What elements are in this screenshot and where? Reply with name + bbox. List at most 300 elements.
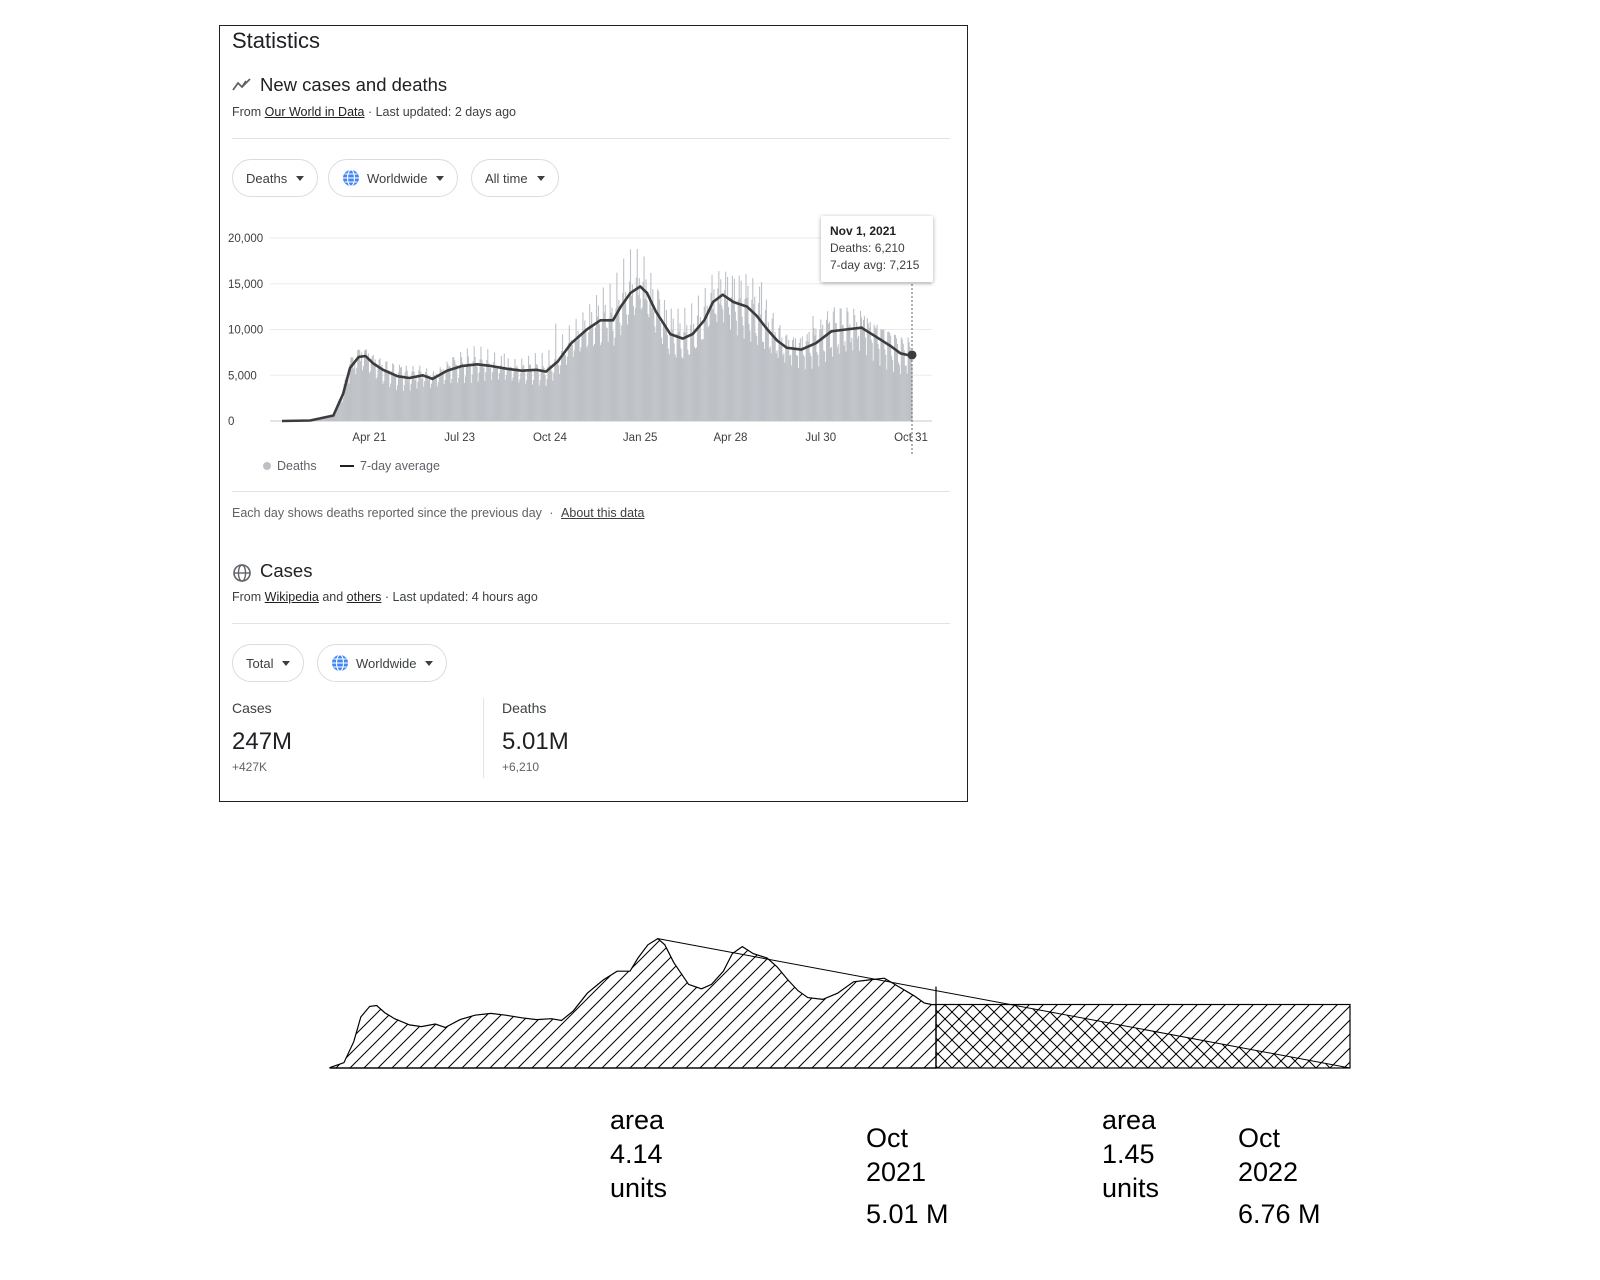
source-updated: · Last updated: 2 days ago: [367, 105, 516, 119]
deaths-bar: [357, 350, 358, 421]
deaths-bar: [685, 333, 686, 421]
deaths-bar: [606, 327, 607, 421]
deaths-bar: [392, 363, 393, 421]
deaths-bar: [574, 351, 575, 421]
oct2021-line2: 2021: [866, 1157, 927, 1187]
deaths-bar: [382, 384, 383, 421]
deaths-bar: [387, 370, 388, 421]
deaths-bar: [408, 380, 409, 421]
deaths-bar: [447, 365, 448, 421]
deaths-bar: [901, 337, 902, 421]
deaths-bar: [762, 342, 763, 421]
deaths-bar: [599, 324, 600, 421]
deaths-bar: [799, 343, 800, 421]
deaths-bar: [625, 292, 626, 421]
deaths-bar: [578, 337, 579, 421]
deaths-bar: [884, 349, 885, 421]
historic-area: [330, 939, 936, 1068]
x-tick-label: Jan 25: [622, 432, 658, 444]
deaths-bar: [546, 379, 547, 421]
deaths-bar: [559, 374, 560, 421]
deaths-bar: [474, 346, 475, 421]
deaths-bar: [742, 317, 743, 421]
deaths-bar: [773, 313, 774, 421]
deaths-bar: [664, 300, 665, 421]
legend-deaths-label: Deaths: [277, 459, 317, 473]
deaths-bar: [592, 326, 593, 421]
footnote-text: Each day shows deaths reported since the previous day: [232, 506, 542, 520]
deaths-bar: [775, 332, 776, 421]
legend-line-icon: [340, 465, 354, 467]
area1-line1: area: [610, 1105, 665, 1135]
deaths-bar: [605, 305, 606, 421]
deaths-bar: [425, 372, 426, 421]
deaths-bar: [688, 355, 689, 421]
deaths-bar: [588, 332, 589, 421]
deaths-bar: [626, 314, 627, 421]
deaths-bar: [611, 313, 612, 421]
deaths-bar: [437, 386, 438, 421]
cases-total-dropdown[interactable]: [232, 644, 304, 682]
area1-line2: 4.14: [610, 1139, 663, 1169]
deaths-bar: [678, 309, 679, 421]
deaths-bar: [703, 339, 704, 421]
deaths-bar: [789, 356, 790, 421]
deaths-bar: [687, 350, 688, 421]
deaths-bar: [868, 323, 869, 421]
deaths-bar: [614, 338, 615, 421]
deaths-bar: [448, 367, 449, 421]
deaths-bar: [652, 289, 653, 421]
deaths-bar: [564, 351, 565, 421]
deaths-bar: [570, 347, 571, 421]
deaths-stat-delta: +6,210: [502, 760, 540, 774]
deaths-bar: [719, 303, 720, 421]
panel-title: Statistics: [232, 28, 321, 53]
deaths-bar: [551, 371, 552, 421]
deaths-bar: [806, 341, 807, 421]
deaths-bar: [586, 348, 587, 421]
deaths-bar: [657, 289, 658, 421]
deaths-bar: [870, 322, 871, 421]
deaths-bar: [436, 374, 437, 421]
deaths-bar: [709, 326, 710, 421]
deaths-bar: [591, 312, 592, 421]
deaths-bar: [517, 368, 518, 421]
deaths-bar: [676, 357, 677, 421]
deaths-bar: [514, 359, 515, 421]
deaths-bar: [380, 367, 381, 421]
deaths-bar: [364, 351, 365, 421]
deaths-bar: [689, 354, 690, 421]
deaths-bar: [503, 368, 504, 421]
deaths-bar: [347, 375, 348, 421]
deaths-bar: [794, 350, 795, 421]
deaths-bar: [767, 327, 768, 421]
deaths-bar: [897, 344, 898, 421]
deaths-bar: [509, 368, 510, 421]
deaths-bar: [857, 339, 858, 421]
deaths-bar: [840, 309, 841, 421]
deaths-bar: [608, 342, 609, 421]
cases-stat-label: Cases: [232, 700, 272, 716]
deaths-bar: [675, 354, 676, 421]
deaths-bar: [818, 366, 819, 421]
deaths-bar: [763, 342, 764, 421]
deaths-bar: [613, 346, 614, 421]
deaths-bar: [648, 317, 649, 421]
deaths-bar: [855, 327, 856, 421]
deaths-bar: [573, 357, 574, 421]
deaths-bar: [452, 357, 453, 421]
deaths-bar: [384, 369, 385, 421]
deaths-bar: [469, 363, 470, 421]
deaths-bar: [539, 385, 540, 421]
deaths-bar: [718, 271, 719, 421]
deaths-bar: [714, 313, 715, 421]
deaths-bar: [819, 329, 820, 421]
deaths-bar: [507, 369, 508, 421]
deaths-bar: [463, 365, 464, 421]
deaths-bar: [810, 356, 811, 421]
deaths-bar: [667, 335, 668, 421]
deaths-bar: [796, 355, 797, 421]
deaths-bar: [401, 367, 402, 421]
source-link-others[interactable]: others: [346, 590, 382, 604]
metric-dropdown-label: Deaths: [246, 170, 288, 186]
deaths-bar: [497, 367, 498, 421]
deaths-bar: [669, 354, 670, 421]
deaths-bar: [569, 325, 570, 421]
deaths-bar: [491, 380, 492, 421]
deaths-bar: [368, 353, 369, 421]
deaths-bar: [696, 347, 697, 421]
deaths-bar: [505, 380, 506, 421]
deaths-bar: [824, 352, 825, 421]
deaths-bar: [640, 298, 641, 421]
trend-line-icon: [232, 78, 252, 92]
deaths-bar: [541, 369, 542, 421]
deaths-bar: [563, 355, 564, 421]
deaths-bar: [766, 300, 767, 421]
deaths-bar: [504, 353, 505, 421]
deaths-bar: [697, 316, 698, 421]
deaths-bar: [444, 384, 445, 421]
deaths-bar: [653, 312, 654, 421]
region-dropdown[interactable]: [328, 159, 458, 197]
deaths-bar: [724, 290, 725, 421]
deaths-bar: [881, 330, 882, 421]
deaths-bar: [748, 324, 749, 421]
legend-avg: [340, 459, 440, 473]
deaths-bar: [510, 367, 511, 421]
deaths-bar: [812, 316, 813, 421]
globe-outline-icon: [232, 563, 252, 583]
chevron-down-icon: [537, 176, 545, 181]
deaths-bar: [524, 369, 525, 421]
projection-diagram: [0, 900, 1600, 1100]
deaths-bar: [519, 379, 520, 421]
legend-avg-label: 7-day average: [360, 459, 440, 473]
deaths-bar: [410, 391, 411, 421]
deaths-bar: [650, 273, 651, 421]
deaths-bar: [843, 346, 844, 421]
deaths-bar: [603, 287, 604, 421]
deaths-bar: [875, 327, 876, 421]
deaths-source: [232, 105, 516, 119]
deaths-bar: [358, 349, 359, 421]
deaths-bar: [415, 377, 416, 421]
timerange-dropdown[interactable]: [471, 159, 559, 197]
deaths-bar: [535, 353, 536, 421]
deaths-bar: [823, 350, 824, 421]
deaths-bar: [725, 272, 726, 421]
deaths-bar: [616, 273, 617, 421]
deaths-bar: [340, 402, 341, 421]
deaths-bar: [732, 276, 733, 421]
deaths-bar: [420, 372, 421, 421]
deaths-bar: [891, 356, 892, 421]
oct2021-label: [866, 1121, 949, 1231]
deaths-bar: [630, 249, 631, 421]
deaths-bar: [482, 367, 483, 421]
deaths-bar: [873, 361, 874, 421]
cases-stat-delta: +427K: [232, 760, 268, 774]
x-tick-label: Oct 31: [894, 432, 928, 444]
deaths-bar: [861, 317, 862, 421]
cases-section-title: Cases: [260, 560, 313, 581]
chevron-down-icon: [296, 176, 304, 181]
deaths-bar: [557, 361, 558, 421]
deaths-bar: [684, 308, 685, 421]
deaths-bar: [808, 341, 809, 421]
deaths-bar: [501, 356, 502, 421]
deaths-bar: [553, 373, 554, 421]
deaths-bar: [594, 344, 595, 421]
deaths-bar: [893, 372, 894, 421]
deaths-bar: [596, 295, 597, 421]
deaths-bar: [641, 309, 642, 421]
deaths-bar: [550, 366, 551, 421]
legend-dot-icon: [263, 462, 271, 470]
deaths-bar: [781, 338, 782, 421]
deaths-bar: [825, 362, 826, 421]
deaths-bar: [525, 384, 526, 421]
chevron-down-icon: [436, 176, 444, 181]
deaths-bar: [760, 315, 761, 421]
deaths-bar: [707, 306, 708, 421]
deaths-bar: [777, 358, 778, 421]
deaths-bar: [411, 384, 412, 421]
deaths-bar: [777, 350, 778, 421]
deaths-bar: [536, 364, 537, 421]
x-tick-label: Apr 28: [713, 432, 748, 444]
deaths-bar: [878, 349, 879, 421]
deaths-bar: [636, 277, 637, 421]
deaths-bar: [612, 331, 613, 421]
deaths-bar: [329, 417, 330, 421]
deaths-bar: [695, 349, 696, 421]
deaths-bar: [361, 352, 362, 421]
deaths-bar: [706, 321, 707, 421]
deaths-bar: [343, 398, 344, 421]
deaths-bar: [494, 353, 495, 421]
deaths-bar: [639, 278, 640, 421]
deaths-bar: [477, 367, 478, 421]
deaths-bar: [389, 387, 390, 421]
deaths-bar: [682, 359, 683, 421]
area2-label: [1102, 1103, 1159, 1205]
deaths-bar: [686, 325, 687, 421]
deaths-bar: [739, 276, 740, 421]
deaths-bar: [370, 371, 371, 421]
deaths-bar: [691, 303, 692, 421]
deaths-bar: [713, 289, 714, 421]
chevron-down-icon: [425, 661, 433, 666]
deaths-bar: [515, 368, 516, 421]
about-data-link[interactable]: About this data: [561, 506, 645, 520]
deaths-bar: [665, 324, 666, 421]
source-link-owid[interactable]: Our World in Data: [264, 105, 365, 119]
deaths-bar: [784, 362, 785, 421]
deaths-bar: [805, 369, 806, 421]
cases-stat-value: 247M: [232, 728, 293, 755]
deaths-bar: [656, 314, 657, 421]
deaths-bar: [907, 374, 908, 421]
deaths-bar: [651, 309, 652, 421]
deaths-bar: [844, 341, 845, 421]
deaths-bar: [620, 335, 621, 421]
deaths-bar: [866, 355, 867, 421]
deaths-bar: [671, 309, 672, 421]
deaths-bar: [787, 350, 788, 421]
deaths-bar: [702, 339, 703, 421]
deaths-bar: [441, 370, 442, 421]
deaths-bar: [817, 355, 818, 421]
deaths-bar: [729, 315, 730, 421]
deaths-bar: [764, 349, 765, 421]
deaths-bar: [478, 382, 479, 421]
deaths-bar: [405, 372, 406, 421]
deaths-bar: [733, 300, 734, 421]
deaths-bar: [439, 374, 440, 421]
deaths-bar: [471, 383, 472, 421]
deaths-bar: [538, 372, 539, 421]
deaths-bar: [552, 381, 553, 421]
deaths-bar: [363, 366, 364, 421]
deaths-bar: [462, 363, 463, 421]
deaths-bar: [906, 366, 907, 421]
deaths-bar: [404, 385, 405, 421]
deaths-bar: [814, 336, 815, 421]
total-dropdown-label: Total: [246, 655, 274, 671]
deaths-bar: [830, 348, 831, 421]
deaths-bar: [607, 328, 608, 421]
deaths-bar: [566, 365, 567, 421]
deaths-bar: [587, 345, 588, 421]
deaths-bar: [374, 364, 375, 421]
deaths-bar: [774, 338, 775, 421]
deaths-bar: [445, 380, 446, 421]
deaths-bar: [776, 353, 777, 421]
chevron-down-icon: [282, 661, 290, 666]
deaths-bar: [342, 403, 343, 421]
deaths-bar: [761, 282, 762, 421]
deaths-bar: [771, 353, 772, 421]
deaths-bar: [562, 334, 563, 421]
deaths-bar: [872, 343, 873, 421]
area1-label: [610, 1103, 667, 1205]
deaths-bar: [835, 323, 836, 421]
cases-region-dropdown[interactable]: [317, 644, 447, 682]
deaths-bar: [560, 365, 561, 421]
deaths-bar: [442, 372, 443, 421]
tooltip-date: Nov 1, 2021: [830, 224, 897, 238]
deaths-bar: [672, 330, 673, 421]
deaths-bar: [540, 380, 541, 421]
deaths-bar: [554, 359, 555, 421]
deaths-bar: [643, 282, 644, 421]
source-prefix: From: [232, 105, 262, 119]
deaths-bar: [556, 361, 557, 421]
deaths-bar: [499, 373, 500, 421]
deaths-bar: [577, 341, 578, 421]
deaths-bar: [429, 376, 430, 421]
divider: [232, 623, 950, 624]
deaths-bar: [547, 366, 548, 421]
deaths-bar: [360, 361, 361, 421]
deaths-bar: [831, 347, 832, 421]
deaths-bar: [736, 321, 737, 421]
deaths-bar: [646, 300, 647, 421]
deaths-bar: [721, 306, 722, 421]
deaths-bar: [412, 366, 413, 421]
hover-point: [908, 350, 917, 359]
deaths-bar: [633, 306, 634, 421]
deaths-bar: [722, 309, 723, 421]
deaths-bar: [882, 330, 883, 421]
deaths-bar: [632, 284, 633, 421]
deaths-bar: [890, 336, 891, 421]
source-prefix: From: [232, 590, 262, 604]
deaths-bar: [813, 328, 814, 421]
deaths-bar: [611, 308, 612, 421]
deaths-bar: [348, 384, 349, 421]
metric-dropdown[interactable]: [232, 159, 318, 197]
deaths-bar: [476, 364, 477, 421]
deaths-bar: [513, 371, 514, 421]
deaths-bar: [829, 322, 830, 421]
deaths-bar: [850, 342, 851, 421]
deaths-bar: [876, 329, 877, 421]
deaths-bar: [378, 365, 379, 421]
statistics-panel: [219, 25, 968, 802]
deaths-bar: [627, 325, 628, 421]
deaths-bar: [531, 370, 532, 421]
deaths-bar: [905, 365, 906, 421]
deaths-bar: [674, 343, 675, 421]
deaths-bar: [908, 337, 909, 421]
source-link-wikipedia[interactable]: Wikipedia: [264, 590, 319, 604]
deaths-bar: [359, 350, 360, 421]
deaths-bar: [900, 374, 901, 421]
deaths-bar: [790, 355, 791, 421]
deaths-bar: [647, 314, 648, 421]
deaths-bar: [683, 332, 684, 421]
deaths-bar: [744, 299, 745, 421]
deaths-bar: [803, 355, 804, 421]
deaths-bar: [512, 377, 513, 421]
